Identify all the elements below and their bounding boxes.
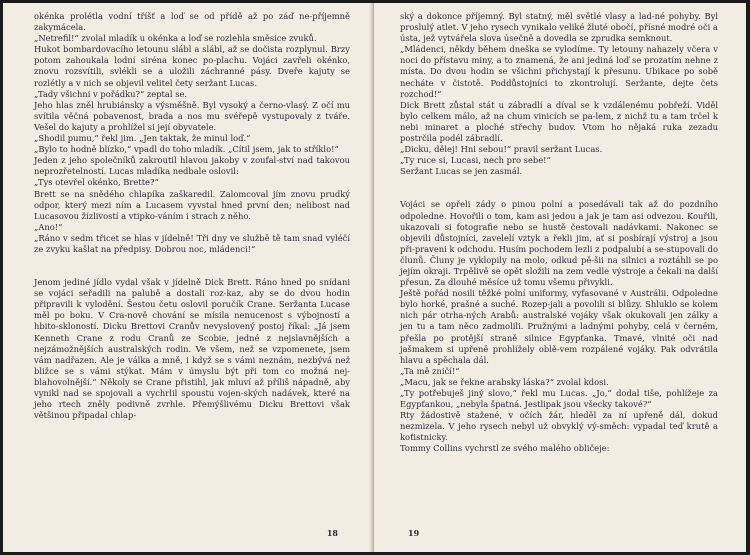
- paragraph: Vojáci se opřeli zády o pinou polní a posedávali tak až do pozdního odpoledne. Hovořili o tom, kam asi jedou a jak je tam asi odvezou. Kouřili, ukazovali si fotografie nebo se hustě čestovali nadávkami. Nakonec se objevili důstojníci, zavelelí vztyk a řekli jim, ať si posbírají výstroj a jsou při-praveni k odchodu. Husím pochodem lezli z podpalubí a se-stupovali do člunů. Čluny je vyklopily na molo, odkud pě-šii na silnici a roztáhli se po jejím okraji. Trpělivě se opět složili na zem vedle výstroje a čekali na další přesun. Za dlouhé měsíce už tomu všemu přivykli.: [400, 199, 718, 288]
- left-page-text: [34, 11, 350, 421]
- paragraph: Seržant Lucas se jen zasmál.: [400, 166, 523, 177]
- paragraph: „Tys otevřel okénko, Brette?“: [34, 177, 159, 188]
- right-page-text: [400, 11, 718, 455]
- section-break: [34, 255, 350, 277]
- paragraph: Jenom jediné jídlo vydal však v jídelně Dick Brett. Ráno hned po snídani se vojáci seřadili na palubě a dostali roz-kaz, aby se do dvou hodin připravili k vylodění. Šestou četu oslovil poručík Crane. Seržanta Lucase měl po boku. V Cra-nově chování se mísila nenucenost s výbojností a hbito-skloností. Dicku Brettovi Cranův nevyslovený postoj říkal: „Já jsem Kenneth Crane z rodu Cranů ze Scobie, jedné z nejslavnějších a nejzámožnějších australských rodin. Ve všem, než se vzpomenete, jsem vám nadřazen. Ale je válka a mně, i když se s vámi neznám, nezbývá než bližce se s vámi stýkat. Mám v úmyslu být při tom co možná nej-blahovolnější.“ Několy se Crane přistihl, jak mluví až příliš nápadně, aby vynikl nad se spojovali a vychrlil spoustu vojen-ských nadávek, které na jeho rtech zněly podivně zvrhle. Přemýšlivému Dicku Brettovi však většinou připadal chlap-: [34, 277, 350, 421]
- paragraph: „Ty ruce si, Lucasi, nech pro sebe!“: [400, 155, 551, 166]
- paragraph: „Dicku, dělej! Hni sebou!“ pravil seržant Lucas.: [400, 144, 603, 155]
- paragraph: „Ty potřebuješ jiný slovo,“ řekl mu Lucas. „Jo,“ dodal tiše, pohlížeje za Egypťankou, „nebyla špatná. Jestlipak jsou všecky takové?“: [400, 388, 718, 410]
- paragraph: „Macu, jak se řekne arabsky láska?“ zvolal kdosi.: [400, 376, 609, 387]
- paragraph: „Netrefil!“ zvolal mladík u okénka a loď se rozlehla směsice zvuků.: [34, 33, 317, 44]
- page-number: 19: [408, 528, 420, 538]
- paragraph: Rty žádostivě stažené, v očích žár, hleděl za ní upřeně dál, dokud nezmizela. V jeho rysech nebyl už obvyklý vý-směch: vypadal teď krutě a koťistnicky.: [400, 410, 718, 443]
- paragraph: „Shodil pumu,“ řekl jim. „Jen taktak, že minul loď.“: [34, 133, 251, 144]
- paragraph: Jeho hlas zněl hrubiánsky a výsměšně. Byl vysoký a černo-vlasý. Z očí mu svítila věčná pobavenost, brada a nos mu svéřepě vystupovaly z tváře. Vešel do kajuty a prohlížel si její obyvatele.: [34, 99, 350, 132]
- paragraph: „Bylo to hodně blízko,“ vpadl do toho mladík. „Cítil jsem, jak to stříklo!“: [34, 144, 339, 155]
- right-page: [374, 3, 746, 552]
- paragraph: Tommy Collins vychrstl ze svého malého obličeje:: [400, 443, 610, 454]
- paragraph: Ještě pořád nosili těžké polní uniformy, vyfasované v Austrálii. Odpoledne bylo horké, prašné a suché. Rozep-jali a povolili si blůzy. Shluklo se kolem nich pár otrha-ných Arabů: australské vojáky však okukovali jen zálky a jen tu a tam něco zadmolili. Pružnými a ladnými pohyby, celá v černém, přešla po protější straně silnice Egypťanka. Tmavé, vlnité oči nad jašmakem si upřeně prohlížely oblě-vem rozpálené vojáky. Pak odvrátila hlavu a spěchala dál.: [400, 288, 718, 365]
- paragraph: Hukot bombardovacího letounu slábl a slábl, až se dočista rozplynul. Brzy potom zahoukala lodní siréna konec po-plachu. Vojáci zavřeli okénko, znovu rozsvítili, svlékli se a uložili záchranné pásy. Dveře kajuty se rozlétly a v nich se objevil velitel čety seržant Lucas.: [34, 44, 350, 88]
- paragraph: okénka prolétla vodní tříšť a loď se od přídě až po záď ne-příjemně zakymácela.: [34, 11, 350, 33]
- paragraph: „Ta mě zničí!“: [400, 365, 460, 376]
- paragraph: Dick Brett zůstal stát u zábradlí a díval se k vzdálenému pobřeží. Viděl bylo celkem málo, až na chum vinicích se pa-lem, z nichž tu a tam trčel k nebi minaret a ploché střechy budov. Vtom ho nějaká ruka zezadu postrčila podél zábradlí.: [400, 99, 718, 144]
- paragraph: Brett se na snědého chlapíka zaškaredil. Zalomcoval jím znovu prudký odpor, který mezi ním a Lucasem vyvstal hned první den; nelibost nad Lucasovou žízlivostí a vtipko-váním i strach z něho.: [34, 188, 350, 221]
- paragraph: „Ráno v sedm třicet se hlas v jídelně! Tři dny ve službě tě tam snad vyléčí ze zvyku kašlat na předpisy. Dobrou noc, mládenci!“: [34, 232, 350, 254]
- paragraph: „Tady všichni v pořádku?“ zeptal se.: [34, 88, 188, 99]
- paragraph: „Ano!“: [34, 221, 63, 232]
- paragraph: „Mládenci, někdy během dneška se vylodíme. Ty letouny nahazely včera v noci do přístavu miny, a to znamená, že ani jediná loď se prozatím nehne z místa. Do dvou hodin se všichni přichystají k přesunu. Ubikace po sobě necháte v čistotě. Poddůstojníci to zkontrolují. Seržante, dejte čets rozchod!“: [400, 44, 718, 99]
- paragraph: ský a dokonce příjemný. Byl statný, měl světlé vlasy a lad-né pohyby. Byl proslulý atlet. V jeho rysech vynikalo veliké žluté obočí, přísné modré oči a ústa, jež vytvářela slova úsečně a dovedla se zprudka semknout.: [400, 11, 718, 44]
- page-number: 18: [326, 528, 338, 538]
- section-break: [400, 177, 718, 199]
- paragraph: Jeden z jeho společníků zakroutil hlavou jakoby v zoufal-ství nad takovou neprozřetelností. Lucas mladíka nedbale oslovil:: [34, 155, 350, 177]
- left-page: [3, 3, 372, 552]
